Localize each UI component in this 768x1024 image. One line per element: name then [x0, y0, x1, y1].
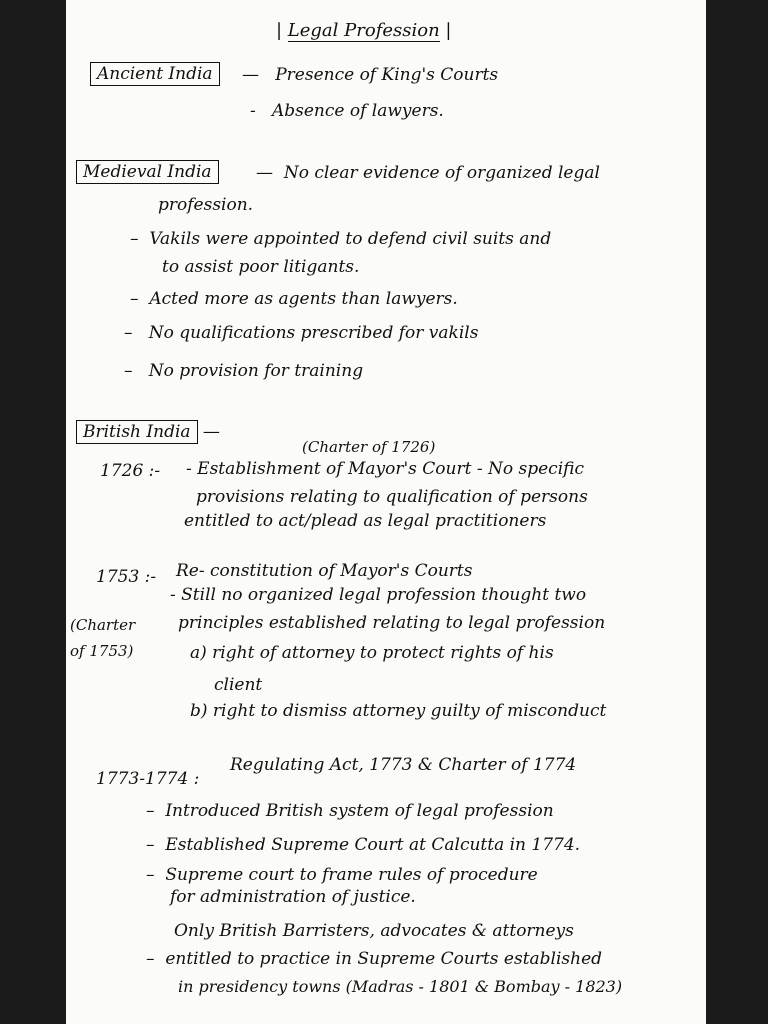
notebook-page [66, 0, 706, 1024]
medieval-point-1-cont: to assist poor litigants. [162, 257, 360, 277]
charter-1753-note-1: (Charter [70, 616, 136, 634]
entry-1773-heading: Regulating Act, 1773 & Charter of 1774 [230, 755, 577, 775]
ancient-point-2: - Absence of lawyers. [250, 101, 444, 121]
medieval-point-2: – Acted more as agents than lawyers. [130, 289, 458, 309]
entry-1753-line-1: Re- constitution of Mayor's Courts [176, 561, 473, 581]
entry-1773-point-3: – Supreme court to frame rules of procedure [146, 865, 538, 885]
medieval-point-4: – No provision for training [124, 361, 364, 381]
medieval-point-1: – Vakils were appointed to defend civil suits and [130, 229, 552, 249]
entry-1773-point-1: – Introduced British system of legal profession [146, 801, 554, 821]
entry-1773-point-3-cont: for administration of justice. [170, 887, 416, 907]
charter-1726-note: (Charter of 1726) [302, 438, 436, 456]
ancient-point-1: — Presence of King's Courts [242, 65, 499, 85]
entry-1753-line-3: principles established relating to legal profession [178, 613, 606, 633]
entry-1753-line-2: - Still no organized legal profession thought two [170, 585, 587, 605]
entry-1773-point-4-cont-1: – entitled to practice in Supreme Courts established [146, 949, 603, 969]
entry-1726-line-3: entitled to act/plead as legal practitioners [184, 511, 547, 531]
medieval-point-3: – No qualifications prescribed for vakils [124, 323, 479, 343]
entry-1773-point-4: Only British Barristers, advocates & attorneys [174, 921, 574, 941]
british-heading: British India — [76, 420, 220, 444]
entry-1753-line-4: a) right of attorney to protect rights of his [190, 643, 554, 663]
entry-1773-point-4-cont-2: in presidency towns (Madras - 1801 & Bombay - 1823) [178, 977, 623, 996]
medieval-lead-1: — No clear evidence of organized legal [256, 163, 600, 183]
year-1773: 1773-1774 : [96, 769, 200, 789]
charter-1753-note-2: of 1753) [70, 642, 134, 660]
entry-1726-line-2: provisions relating to qualification of persons [196, 487, 588, 507]
page-title: | Legal Profession | [276, 20, 452, 41]
medieval-lead-2: profession. [158, 195, 254, 215]
entry-1726-line-1: - Establishment of Mayor's Court - No specific [186, 459, 584, 479]
entry-1753-line-6: b) right to dismiss attorney guilty of misconduct [190, 701, 607, 721]
year-1753: 1753 :- [96, 567, 157, 587]
ancient-heading: Ancient India [90, 62, 220, 86]
entry-1773-point-2: – Established Supreme Court at Calcutta in 1774. [146, 835, 581, 855]
medieval-heading: Medieval India [76, 160, 219, 184]
year-1726: 1726 :- [100, 461, 161, 481]
entry-1753-line-5: client [214, 675, 263, 695]
